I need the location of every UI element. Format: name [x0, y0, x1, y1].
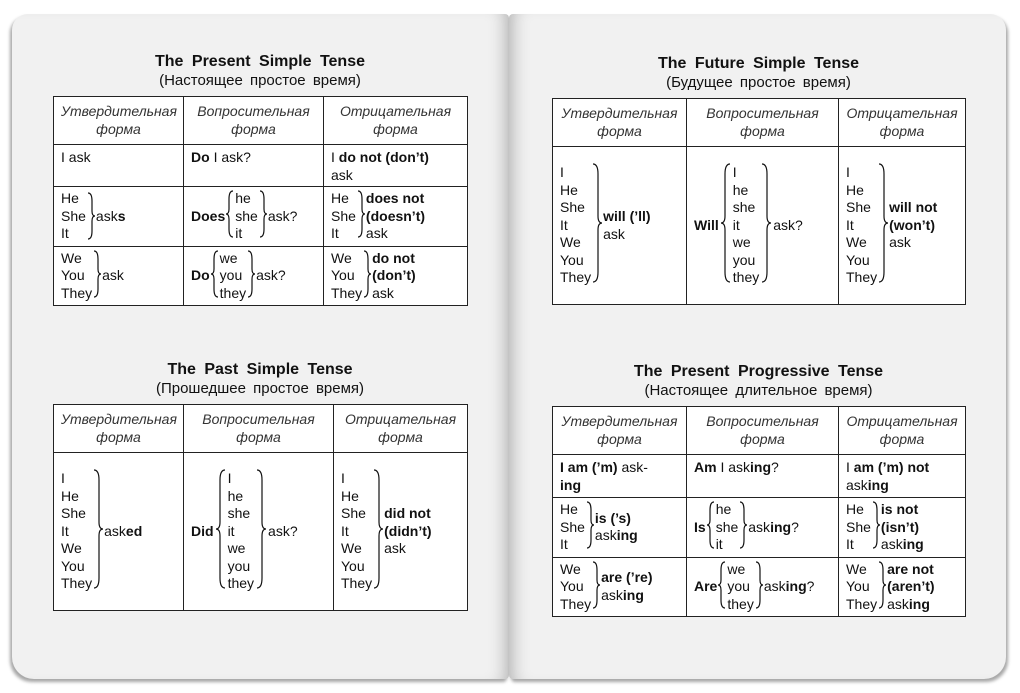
- pronoun: She: [846, 199, 871, 216]
- negation: did not: [384, 505, 431, 522]
- auxiliary: Will: [694, 216, 719, 233]
- pronoun: She: [61, 207, 86, 224]
- pronoun: we: [219, 249, 238, 266]
- pronoun: They: [560, 269, 592, 286]
- negation-short: (don’t): [372, 267, 416, 283]
- pronoun: it: [227, 522, 235, 539]
- pronoun: We: [560, 560, 581, 577]
- negation: will not: [889, 199, 938, 216]
- section-subtitle: (Настоящее длительное время): [644, 382, 873, 399]
- right-brace-icon: [254, 468, 268, 595]
- negation-short: (doesn’t): [365, 207, 426, 224]
- section-title: The Present Simple Tense: [155, 53, 365, 70]
- auxiliary: Did: [191, 522, 214, 539]
- verb: ask: [880, 536, 903, 552]
- suffix: ing: [867, 476, 889, 493]
- auxiliary: Do: [191, 267, 210, 283]
- section-subtitle: (Настоящее простое время): [159, 72, 361, 89]
- past-simple-section: [53, 360, 467, 611]
- pronoun: They: [560, 595, 592, 612]
- pronoun: You: [560, 251, 584, 268]
- pronoun: you: [727, 578, 750, 594]
- affirmative-cell: [54, 246, 184, 306]
- pronoun: It: [560, 536, 568, 552]
- verb: ask: [594, 527, 617, 544]
- pronoun: it: [732, 216, 740, 233]
- header-interrogative: Вопросительная форма: [184, 405, 334, 453]
- pronoun: they: [727, 595, 754, 612]
- right-brace-icon: [86, 191, 96, 241]
- pronoun: she: [227, 505, 251, 522]
- right-brace-icon: [258, 189, 268, 244]
- pronoun: It: [341, 522, 349, 539]
- pronoun: She: [61, 505, 86, 522]
- right-brace-icon: [591, 162, 603, 289]
- pronoun: They: [846, 595, 878, 612]
- grammar-table: [552, 98, 966, 305]
- pronoun: they: [732, 269, 760, 286]
- pronoun: It: [846, 216, 854, 233]
- pronoun: They: [61, 575, 93, 592]
- auxiliary: Do: [191, 149, 210, 165]
- suffix: ed: [125, 522, 143, 539]
- right-brace-icon: [356, 189, 366, 244]
- section-title: The Present Progressive Tense: [633, 363, 884, 380]
- left-brace-icon: [214, 468, 228, 595]
- pronoun: He: [341, 487, 359, 504]
- pronoun: we: [727, 560, 746, 577]
- pronoun: We: [331, 249, 352, 266]
- right-brace-icon: [362, 249, 372, 304]
- pronoun: I: [227, 470, 232, 487]
- negative-cell: [324, 187, 468, 247]
- pronoun: he: [235, 190, 251, 206]
- negative-cell: [839, 455, 966, 498]
- verb: ask: [102, 267, 124, 283]
- negation-short: (didn’t): [384, 522, 432, 539]
- suffix: ing: [622, 586, 644, 603]
- interrogative-cell: [184, 187, 324, 247]
- pronoun: I: [331, 149, 335, 165]
- interrogative-cell: [184, 246, 324, 306]
- auxiliary: Is: [694, 518, 706, 535]
- pronoun: She: [846, 518, 871, 535]
- verb: ask: [365, 225, 388, 241]
- pronoun: I: [341, 470, 345, 487]
- suffix: ing: [750, 459, 772, 475]
- left-brace-icon: [706, 500, 716, 555]
- grammar-table: [552, 406, 966, 617]
- negation: are not: [887, 560, 934, 577]
- verb: ask: [331, 166, 353, 183]
- auxiliary: Am: [694, 459, 717, 475]
- auxiliary: Are: [694, 578, 718, 594]
- pronoun: We: [341, 540, 362, 557]
- header-negative: Отрицательная форма: [839, 99, 966, 147]
- suffix: ing: [902, 536, 924, 552]
- affirmative-cell: [54, 453, 184, 611]
- pronoun: You: [331, 267, 355, 283]
- auxiliary: are (’re): [601, 569, 653, 586]
- pronoun: They: [341, 575, 373, 592]
- pronoun: they: [219, 284, 247, 301]
- future-simple-section: [552, 54, 965, 305]
- verb: ask: [887, 595, 909, 612]
- pronoun: He: [846, 181, 864, 198]
- pronoun: You: [846, 251, 870, 268]
- pronoun: It: [61, 225, 69, 241]
- pronoun: we: [732, 234, 751, 251]
- right-brace-icon: [871, 500, 881, 555]
- present-progressive-section: [552, 362, 965, 617]
- pronoun: I: [846, 459, 850, 475]
- suffix: ing: [770, 518, 792, 535]
- negation: do not: [372, 249, 415, 266]
- auxiliary: Does: [191, 207, 226, 224]
- pronoun: I: [61, 470, 65, 487]
- pronoun: he: [227, 487, 244, 504]
- header-negative: Отрицательная форма: [324, 97, 468, 145]
- pronoun: You: [560, 578, 584, 594]
- header-interrogative: Вопросительная форма: [184, 97, 324, 145]
- pronoun: you: [219, 267, 243, 283]
- pronoun: We: [560, 234, 581, 251]
- affirmative-cell: [553, 557, 687, 617]
- right-brace-icon: [92, 468, 104, 595]
- affirmative-cell: [54, 187, 184, 247]
- affirmative-cell: [553, 455, 687, 498]
- interrogative-cell: [687, 498, 839, 558]
- section-subtitle: (Прошедшее простое время): [155, 380, 365, 397]
- suffix: s: [117, 207, 126, 224]
- right-brace-icon: [246, 249, 256, 304]
- pronoun: He: [61, 487, 79, 504]
- pronoun: she: [732, 199, 756, 216]
- interrogative-cell: [687, 455, 839, 498]
- negation: is not: [880, 501, 919, 517]
- verb: ask: [603, 225, 625, 242]
- question-mark: ?: [791, 518, 799, 535]
- suffix: ing: [785, 578, 807, 594]
- verb: ask: [846, 476, 868, 493]
- pronoun: He: [61, 190, 79, 206]
- section-title: The Past Simple Tense: [167, 361, 353, 378]
- pronoun: We: [846, 560, 867, 577]
- verb: ask: [104, 522, 126, 539]
- pronoun: we: [227, 540, 246, 557]
- affirmative-cell: [553, 147, 687, 305]
- verb: ask: [889, 234, 911, 251]
- pronoun: He: [560, 501, 578, 517]
- pronoun: We: [61, 249, 82, 266]
- pronoun: it: [715, 536, 723, 552]
- verb: ask?: [268, 522, 298, 539]
- pronoun: He: [331, 190, 349, 206]
- auxiliary: will (’ll): [603, 208, 651, 224]
- verb: ask: [372, 284, 394, 301]
- grammar-table: [53, 404, 468, 611]
- right-brace-icon: [591, 560, 601, 615]
- pronoun: he: [732, 181, 749, 198]
- right-brace-icon: [738, 500, 748, 555]
- verb: ask: [763, 578, 786, 594]
- right-brace-icon: [754, 560, 764, 615]
- right-brace-icon: [372, 468, 384, 595]
- present-simple-section: [53, 52, 467, 306]
- interrogative-cell: [687, 147, 839, 305]
- interrogative-cell: [184, 453, 334, 611]
- negation-short: (isn’t): [880, 518, 920, 535]
- verb: ask: [601, 586, 623, 603]
- verb: ask?: [773, 216, 803, 233]
- header-interrogative: Вопросительная форма: [687, 407, 839, 455]
- right-brace-icon: [877, 162, 889, 289]
- interrogative-cell: [687, 557, 839, 617]
- pronoun: he: [715, 501, 732, 517]
- pronoun: It: [560, 216, 568, 233]
- verb: ask?: [256, 267, 286, 283]
- pronoun: He: [846, 501, 864, 517]
- pronoun: You: [61, 557, 85, 574]
- pronoun: It: [61, 522, 69, 539]
- auxiliary: I am (’m): [560, 459, 618, 475]
- verb: ask: [748, 518, 771, 535]
- header-affirmative: Утвердительная форма: [54, 97, 184, 145]
- section-subtitle: (Будущее простое время): [666, 74, 851, 91]
- suffix: ing: [560, 476, 581, 493]
- left-brace-icon: [717, 560, 727, 615]
- pronoun: She: [331, 207, 356, 224]
- header-affirmative: Утвердительная форма: [553, 99, 687, 147]
- verb: ask: [384, 540, 406, 557]
- affirmative-cell: [54, 145, 184, 187]
- negation-short: (won’t): [889, 216, 935, 233]
- pronoun: We: [846, 234, 867, 251]
- pronoun: it: [235, 225, 243, 241]
- section-title: The Future Simple Tense: [657, 55, 860, 72]
- verb: ask?: [267, 207, 298, 224]
- suffix: ing: [616, 527, 638, 544]
- negative-cell: [839, 498, 966, 558]
- left-brace-icon: [719, 162, 733, 289]
- suffix: ing: [908, 595, 930, 612]
- right-brace-icon: [92, 249, 102, 304]
- pronoun: You: [61, 267, 85, 283]
- negative-cell: [839, 557, 966, 617]
- interrogative-cell: [184, 145, 324, 187]
- header-negative: Отрицательная форма: [839, 407, 966, 455]
- affirmative-text: I ask: [61, 149, 91, 165]
- verb: ask-: [621, 459, 648, 475]
- grammar-table: [53, 96, 468, 306]
- left-brace-icon: [225, 189, 235, 244]
- verb: ask: [728, 459, 751, 475]
- pronoun: I: [560, 164, 564, 181]
- pronoun: she: [235, 207, 258, 224]
- pronoun: You: [846, 578, 870, 594]
- right-brace-icon: [585, 500, 595, 555]
- question-mark: ?: [806, 578, 815, 594]
- negative-cell: [839, 147, 966, 305]
- pronoun: She: [560, 199, 585, 216]
- negative-cell: [324, 145, 468, 187]
- pronoun: You: [341, 557, 365, 574]
- pronoun: It: [846, 536, 854, 552]
- pronoun: He: [560, 181, 578, 198]
- pronoun: She: [341, 505, 366, 522]
- header-interrogative: Вопросительная форма: [687, 99, 839, 147]
- pronoun: I: [846, 164, 850, 181]
- question-mark: ?: [771, 459, 779, 475]
- header-affirmative: Утвердительная форма: [553, 407, 687, 455]
- verb: ask: [95, 207, 118, 224]
- pronoun: you: [732, 251, 756, 268]
- pronoun: She: [560, 518, 585, 535]
- pronoun: I: [720, 459, 725, 475]
- pronoun: They: [61, 284, 93, 301]
- right-brace-icon: [759, 162, 773, 289]
- header-negative: Отрицательная форма: [334, 405, 468, 453]
- right-brace-icon: [877, 560, 887, 615]
- pronoun: she: [715, 518, 739, 535]
- left-brace-icon: [210, 249, 220, 304]
- auxiliary: is (’s): [594, 509, 631, 526]
- negative-cell: [334, 453, 468, 611]
- negative-cell: [324, 246, 468, 306]
- pronoun: They: [331, 284, 363, 301]
- negation-short: (aren’t): [887, 578, 935, 594]
- pronoun: they: [227, 575, 255, 592]
- affirmative-cell: [553, 498, 687, 558]
- negation: am (’m) not: [853, 459, 930, 475]
- pronoun: They: [846, 269, 878, 286]
- negation: do not (don’t): [338, 149, 429, 165]
- pronoun: We: [61, 540, 82, 557]
- pronoun: I: [732, 164, 737, 181]
- pronoun: It: [331, 225, 339, 241]
- negation: does not: [365, 190, 425, 206]
- pronoun: you: [227, 557, 251, 574]
- header-affirmative: Утвердительная форма: [54, 405, 184, 453]
- question-rest: I ask?: [213, 149, 251, 165]
